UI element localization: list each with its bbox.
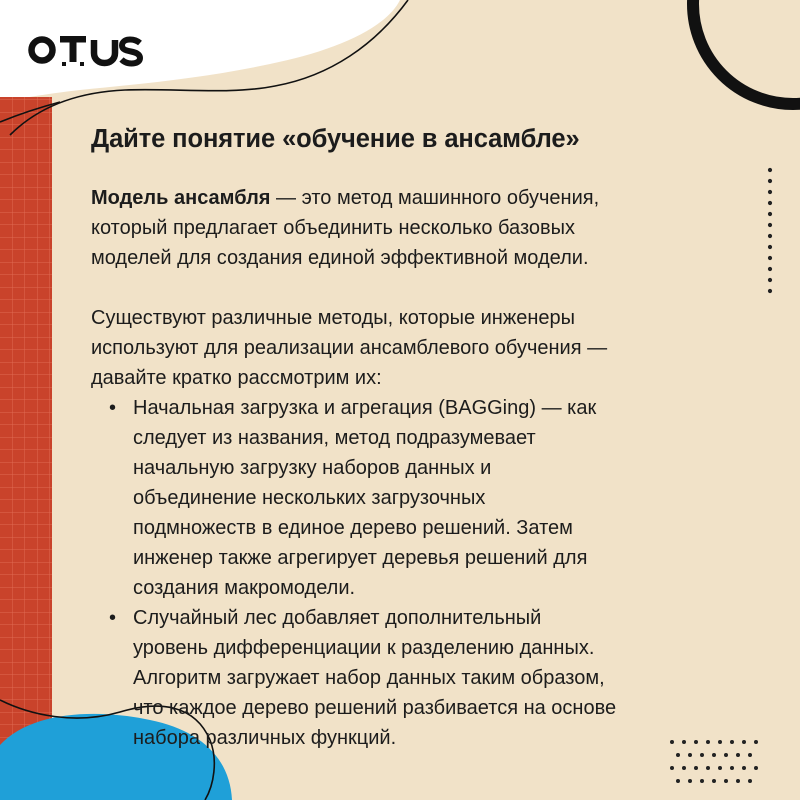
bullet-marker: • — [109, 607, 117, 629]
list-item — [109, 393, 771, 603]
bullet-line: Алгоритм загружает набор данных таким образом, — [133, 667, 605, 689]
methods-list — [91, 393, 771, 753]
methods-intro-line-2: используют для реализации ансамблевого обучения — — [91, 337, 608, 359]
bullet-line: объединение нескольких загрузочных — [133, 487, 486, 509]
slide-title: Дайте понятие «обучение в ансамбле» — [91, 125, 580, 153]
intro-line-3: моделей для создания единой эффективной модели. — [91, 247, 589, 269]
bullet-line: Случайный лес добавляет дополнительный — [133, 607, 542, 629]
slide-content — [91, 122, 771, 753]
intro-line-1-rest: — это метод машинного обучения, — [270, 187, 600, 209]
intro-line-2: который предлагает объединить несколько базовых — [91, 217, 576, 239]
methods-intro-paragraph — [91, 303, 771, 393]
bullet-marker: • — [109, 397, 117, 419]
list-item — [109, 603, 771, 753]
bullet-line: создания макромодели. — [133, 577, 356, 599]
bullet-line: инженер также агрегирует деревья решений для — [133, 547, 588, 569]
bullet-line: следует из названия, метод подразумевает — [133, 427, 536, 449]
bullet-line: набора различных функций. — [133, 727, 397, 749]
intro-term: Модель ансамбля — [91, 187, 271, 209]
methods-intro-line-3: давайте кратко рассмотрим их: — [91, 367, 382, 389]
bullet-line: подмножеств в единое дерево решений. Затем — [133, 517, 573, 539]
methods-intro-line-1: Существуют различные методы, которые инженеры — [91, 307, 576, 329]
bullet-line: что каждое дерево решений разбивается на основе — [133, 697, 617, 719]
bullet-line: уровень дифференциации к разделению данных. — [133, 637, 595, 659]
intro-paragraph — [91, 183, 771, 273]
bullet-line: Начальная загрузка и агрегация (BAGGing) — как — [133, 397, 597, 419]
otus-logo — [28, 28, 154, 72]
bullet-line: начальную загрузку наборов данных и — [133, 457, 492, 479]
black-ring-top-right — [693, 0, 800, 104]
